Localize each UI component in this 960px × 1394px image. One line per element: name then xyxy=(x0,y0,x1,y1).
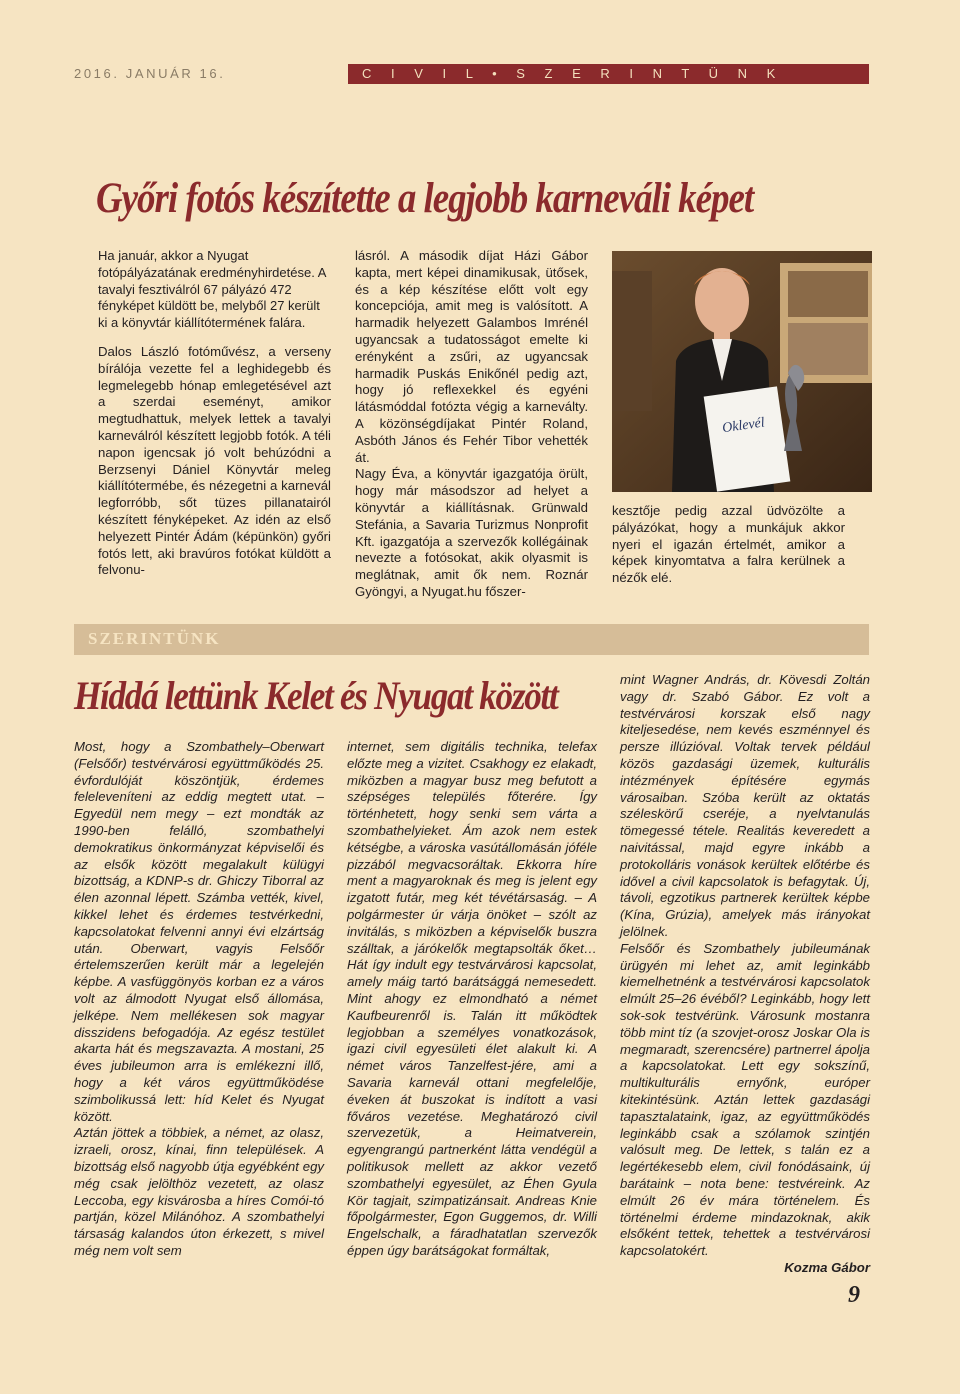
page-number: 9 xyxy=(848,1282,860,1308)
article1-col2-paragraph-2: Nagy Éva, a könyvtár igazgatója örült, hogy már másodszor ad helyet a könyvtár a kiállításnak. Grünwald Stefánia, a Savaria Turizmus Nonprofit Kft. igazgatója a szervezők kollégáinak nevezte a fotósokat, akik olyasmit is meglátnak, amit ők nem. Roznár Gyöngyi, a Nyugat.hu főszer- xyxy=(355,466,588,599)
article1-title: Győri fotós készítette a legjobb karneváli képet xyxy=(96,175,754,222)
szerintunk-label: SZERINTÜNK xyxy=(88,629,221,648)
issue-date: 2016. JANUÁR 16. xyxy=(74,66,226,81)
article2-column-3 xyxy=(620,672,870,1277)
article2-col1-paragraph-1: Most, hogy a Szombathely–Oberwart (Felsőőr) testvérvárosi együttműködés 25. évfordulóját köszöntjük, érdemes feleleveníteni az eddig megtett utat. – Egyedül nem megy – ezt mondták az 1990-ben felálló, szombathelyi demokratikus önkormányzat képviselői és az elsők között megalakult külügyi bizottság, a KDNP-s dr. Ghiczy Tiborral az élen azonnal lépett. Számba vették, kivel, kikkel lehet és érdemes testvérkedni, kapcsolatokat felvenni annyi évi elzártság után. Oberwart, vagyis Felsőőr értelemszerűen került már a legelején képbe. A vasfüggönyös korban ez a város volt az álmodott Nyugat első állomása, jelképe. Nem mellékesen sok magyar disszidens befogadója. Az egész testület akarta hát és megszavazta. A mostani, 25 éves jubileumon arra is emlékezni illő, hogy a két város együttműködése szimbolikussá lett: híd Kelet és Nyugat között. xyxy=(74,739,324,1124)
article1-column-3 xyxy=(612,503,845,587)
article2-col3-paragraph-2: Felsőőr és Szombathely jubileumának ürügyén mi lehet az, amit leginkább kiemelhetnénk a testvérvárosi kapcsolatok elmúlt 25–26 évéből? Leginkább, hogy lett sok-sok testvérünk. Városunk mostanra több mint tíz (a szovjet-orosz Joskar Ola is megmaradt, szerencsére) partnerrel ápolja a kapcsolatokat. Lett egy sokszínű, multikulturális ernyőnk, európer kitekintésünk. Aztán lettek gazdasági tapasztalataink, igaz, az együttműködés leginkább csak a szólamok szintjén valósult meg. De lettek, s talán ez a legértékesebb elem, civil fonódásaink, új barátaink – nota bene: testvéreink. Az elmúlt 26 év mára történelem. És történelmi érdeme mindazoknak, akik elsőként tettek, tehettek a testvérvárosi kapcsolatokért. xyxy=(620,940,870,1259)
article2-column-2 xyxy=(347,739,597,1260)
article2-col3-paragraph-1: mint Wagner András, dr. Kövesdi Zoltán vagy dr. Szabó Gábor. Ez volt a testvérvárosi korszak első nagy kiteljesedése, nem kevés eszménnyel és persze illúzióval. Voltak tervek például közös gazdasági üzemek, kulturális intézmények építésére egymás városaiban. Szóba került az oktatás széleskörű cseréje, a nyelvtanulás tömegessé tétele. Realitás keveredett a naivitással, majd egyre inkább a protokolláris vonások kerültek előtérbe és idővel a civil kapcsolatok is befagytak. Új, távoli, egzotikus partnerek kerültek képbe (Kína, Grúzia), amelyek más irányokat jelölnek. xyxy=(620,672,870,939)
article2-column-1 xyxy=(74,739,324,1260)
diploma-text: Oklevél xyxy=(721,415,766,437)
szerintunk-section-bar xyxy=(74,624,869,655)
section-header-label: C I V I L • S Z E R I N T Ü N K xyxy=(362,66,784,81)
article2-col1-paragraph-2: Aztán jöttek a többiek, a német, az olasz, izraeli, orosz, kínai, finn települések. A bizottság első nagyobb útja egyébként egy még csak jelölthöz vezetett, az olasz Leccoba, egy kisvárosba a híres Comói-tó partján, közel Milánóhoz. A szombathelyi társaság kalandos úton érkezett, s mivel még nem volt sem xyxy=(74,1125,324,1258)
article1-column-2 xyxy=(355,248,588,601)
article1-lead: Ha január, akkor a Nyugat fotópályázatának eredményhirdetése. A tavalyi fesztiválról 67 pályázó 472 fényképet küldött be, melyből 27 került ki a könyvtár kiállítótermének falára. xyxy=(98,248,326,331)
section-header-bar xyxy=(348,64,869,84)
article1-col3-paragraph: kesztője pedig azzal üdvözölte a pályázókat, hogy a munkájuk akkor nyeri el igazán értelmét, amikor a képek kinyomtatva a falra kerülnek a nézők elé. xyxy=(612,503,845,586)
article1-col1-paragraph: Dalos László fotóművész, a verseny bírálója vezette fel a leghidegebb és legmelegebb hónap emlegetésével azt a szerdai eseményt, amikor megtudhattuk, melyek lettek a tavalyi karneválról készített legjobb fotók. A téli napon igencsak jó volt behúzódni a Berzsenyi Dániel Könyvtár meleg kiállítótermébe, és nézegetni a karnevál legforróbb, sőt tüzes pillanatairól készített fényképeket. Az idén az első helyezett Pintér Ádám (képünkön) győri fotós lett, aki bravúros fotókat küldött a felvonu- xyxy=(98,343,331,578)
article2-signature: Kozma Gábor xyxy=(784,1259,870,1275)
article2-title: Híddá lettünk Kelet és Nyugat között xyxy=(74,673,558,718)
winner-photo-illustration xyxy=(612,251,872,492)
winner-photo xyxy=(612,251,872,492)
article2-col2-paragraph: internet, sem digitális technika, telefax előzte meg a vizitet. Csakhogy ez elakadt, miközben a magyar busz meg befutott a szépséges település főterére. Így történhetett, hogy senki sem várta a szombathelyieket. Ám azok nem estek kétségbe, a városka vasútállomásán jóféle pizzából megvacsoráltak. Ekkorra híre ment a magyaroknak és meg is jelent egy izgatott futár, meg két tévétársaság. – A polgármester úr várja önöket – szólt az invitálás, s miközben a képviselők buszra szálltak, a járókelők megtapsolták őket… Hát így indult egy testvárvárosi kapcsolat, amely máig tartó barátsággá nemesedett. Mint ahogy ez elmondható a német Kaufbeurenről is. Talán itt működtek legjobban a személyes vonatkozások, igazi civil egyesületi élet alakult ki. A német város Tanzelfest-jére, ami a Savaria karnevál ottani megfelelője, éveken át buszokat is indított a vasi főváros vezetése. Meghatározó civil szervezetük, a Heimatverein, egyengrangú partnerként látta vendégül a politikusok mellett az akkor vezető szombathelyi egyesület, az Éhen Gyula Kör tagjait, szimpatizánsait. Andreas Knie főpolgármester, Egon Guggemos, dr. Willi Engelschalk, a fáradhatatlan szervezők éppen úgy barátságokat formáltak, xyxy=(347,739,597,1258)
article1-col2-paragraph-1: lásról. A második díjat Házi Gábor kapta, mert képei dinamikusak, ütősek, és a kép készítése előtt volt egy koncepciója, amit meg is valósított. A harmadik helyezett Galambos Imrénél ugyancsak a tudatosságot emelte ki erényként a zsűri, az ugyancsak harmadik Puskás Enikőnél pedig azt, hogy jó reflexekkel és egyéni látásmóddal fotózta végig a karneválty. A közönségdíjakat Pintér Roland, Asbóth János és Fehér Tibor vehették át. xyxy=(355,248,588,465)
article1-column-1 xyxy=(98,248,331,579)
